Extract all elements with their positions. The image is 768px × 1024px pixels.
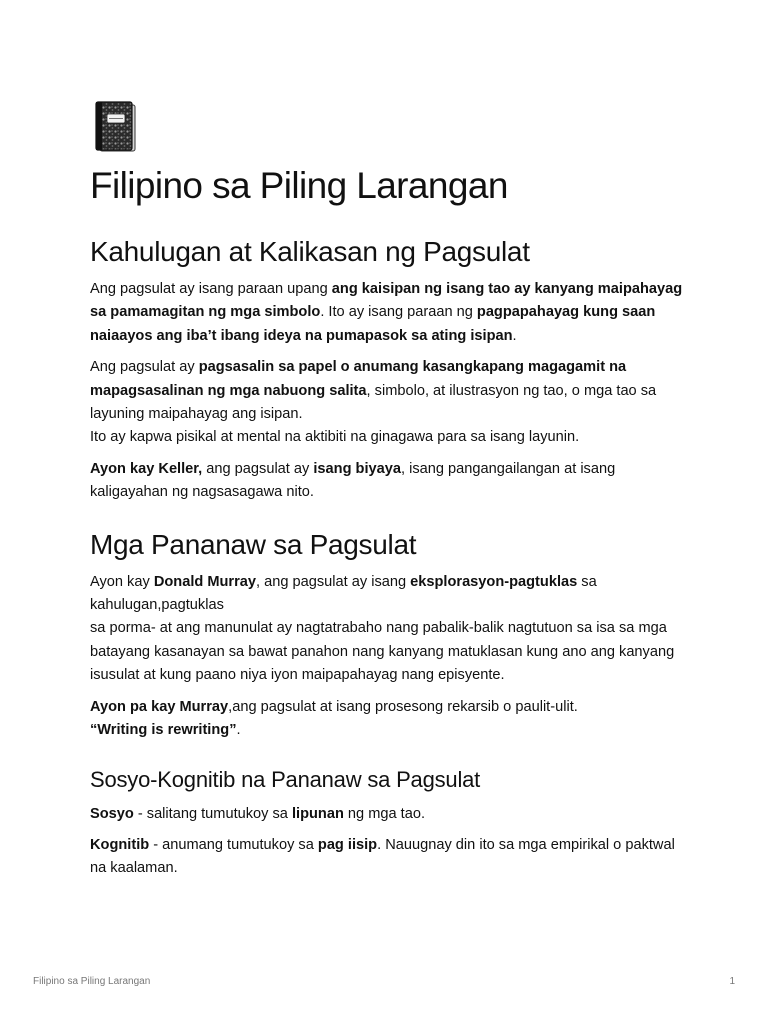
- text: , isang pangangailangan at isang kaligayahan ng nagsasagawa nito.: [90, 460, 616, 501]
- section-sosyo-kognitib: [90, 765, 690, 881]
- text: ang pagsulat ay: [202, 460, 314, 477]
- footer-page-number: 1: [729, 976, 735, 987]
- text: ng mga tao.: [343, 805, 426, 822]
- bold-text: Ayon pa kay Murray: [90, 698, 229, 715]
- text: - salitang tumutukoy sa: [133, 805, 292, 822]
- text: .: [236, 722, 241, 739]
- bold-text: Kognitib: [90, 836, 150, 853]
- text: - anumang tumutukoy sa: [149, 836, 318, 853]
- bold-text: ang kaisipan ng isang tao ay kanyang maipahayag sa pamamagitan ng mga simbolo: [90, 281, 683, 321]
- section-pananaw: [90, 527, 690, 743]
- text: ,ang pagsulat at isang prosesong rekarsib o paulit-ulit.: [228, 698, 578, 715]
- bold-text: pag iisip: [317, 836, 378, 853]
- bold-text: pagsasalin sa papel o anumang kasangkapang magagamit na mapagsasalinan ng mga nabuong salita: [90, 359, 627, 399]
- bold-text: pagpapahayag kung saan naiaayos ang iba’t ibang ideya na pumapasok sa ating isipan: [90, 304, 656, 344]
- text: , ang pagsulat ay isang: [256, 573, 411, 590]
- section-heading: Mga Pananaw sa Pagsulat: [90, 528, 417, 560]
- text: Ang pagsulat ay: [90, 359, 199, 376]
- paragraph: [90, 356, 690, 450]
- text: sa porma- at ang manunulat ay nagtatrabaho nang pabalik-balik nagtutuon sa isa sa mga batayang kasanayan sa bawat panahon nang kanyang matuklasan kung ano ang kanyang isusulat at kung paano niya iyon maipapahayag nang episyente.: [90, 620, 675, 684]
- text: .: [512, 327, 517, 344]
- paragraph: [90, 278, 690, 348]
- paragraph: [90, 834, 690, 881]
- text: . Ito ay isang paraan ng: [320, 304, 477, 321]
- bold-text: “Writing is rewriting”: [90, 722, 237, 739]
- text: , simbolo, at ilustrasyon ng tao, o mga tao sa layuning maipahayag ang isipan.: [90, 382, 657, 423]
- bold-text: Ayon kay Keller,: [90, 460, 203, 477]
- bold-text: Sosyo: [90, 805, 134, 822]
- composition-notebook-icon: [90, 100, 138, 154]
- bold-text: eksplorasyon-pagtuklas: [410, 573, 578, 590]
- section-kahulugan: [90, 234, 690, 505]
- text: . Nauugnay din ito sa mga empirikal o paktwal na kaalaman.: [90, 836, 675, 877]
- bold-text: Donald Murray: [153, 573, 256, 590]
- document-title: Filipino sa Piling Larangan: [90, 165, 508, 206]
- text: Ayon kay: [90, 573, 154, 590]
- footer-document-title: Filipino sa Piling Larangan: [33, 976, 151, 987]
- paragraph: [90, 458, 690, 505]
- bold-text: isang biyaya: [313, 460, 401, 477]
- text: sa kahulugan,pagtuklas: [90, 573, 597, 614]
- paragraph: [90, 803, 690, 826]
- subsection-heading: Sosyo-Kognitib na Pananaw sa Pagsulat: [90, 766, 481, 792]
- document-page: [90, 100, 690, 903]
- paragraph: [90, 696, 690, 743]
- section-heading: Kahulugan at Kalikasan ng Pagsulat: [90, 236, 530, 267]
- text: Ang pagsulat ay isang paraan upang: [90, 281, 332, 297]
- paragraph: [90, 571, 690, 688]
- bold-text: lipunan: [291, 805, 344, 822]
- text: Ito ay kapwa pisikal at mental na aktibiti na ginagawa para sa isang layunin.: [90, 429, 580, 446]
